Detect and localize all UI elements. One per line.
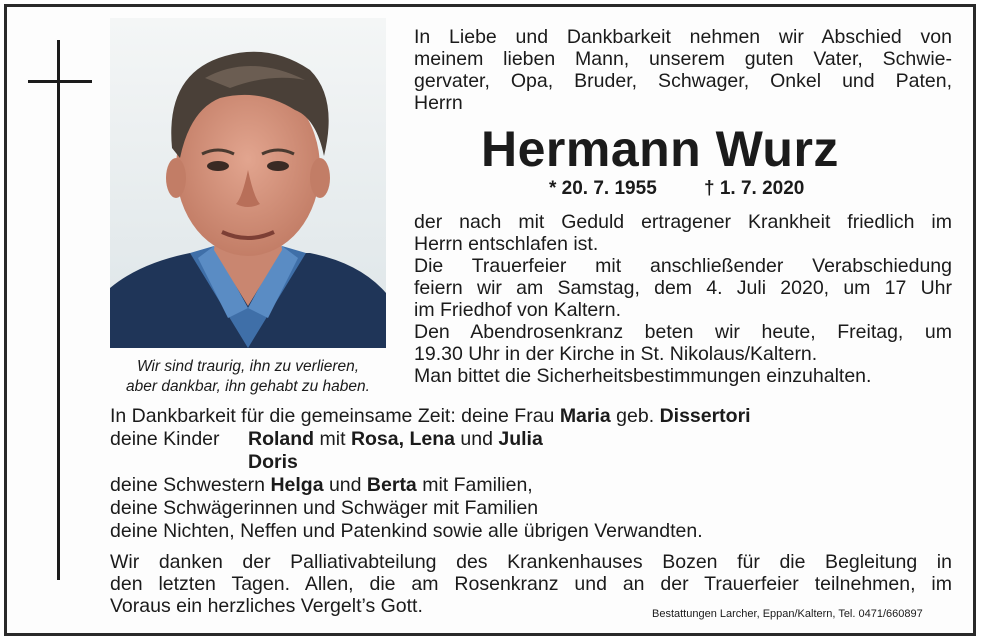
intro-line: meinem lieben Mann, unserem guten Vater, Schwie- (414, 48, 952, 70)
sister-berta: Berta (366, 474, 417, 496)
spouse-intro: In Dankbarkeit für die gemeinsame Zeit: deine Frau (110, 405, 560, 427)
relatives-line: deine Nichten, Neffen und Patenkind sowie alle übrigen Verwandten. (110, 520, 703, 542)
body-line: Die Trauerfeier mit anschließender Verabschiedung (414, 255, 952, 277)
body-line: Herrn entschlafen ist. (414, 233, 599, 255)
photo-caption (103, 357, 393, 397)
body-line: Den Abendrosenkranz beten wir heute, Freitag, um (414, 321, 952, 343)
body-line: feiern wir am Samstag, dem 4. Juli 2020, um 17 Uhr (414, 277, 952, 299)
child-roland: Roland (248, 428, 315, 450)
inlaws-line: deine Schwägerinnen und Schwäger mit Familien (110, 497, 539, 519)
geb-text: geb. (610, 405, 660, 427)
und-text: und (323, 474, 367, 496)
caption-line: aber dankbar, ihn gehabt zu haben. (126, 378, 370, 395)
body-line: Man bittet die Sicherheitsbestimmungen einzuhalten. (414, 365, 872, 387)
birth-date: * 20. 7. 1955 (549, 178, 657, 199)
intro-line: In Liebe und Dankbarkeit nehmen wir Abschied von (414, 26, 952, 48)
body-line: 19.30 Uhr in der Kirche in St. Nikolaus/Kaltern. (414, 343, 818, 365)
child-doris-line (248, 451, 298, 473)
children-label: deine Kinder (110, 428, 220, 450)
sisters-suffix: mit Familien, (416, 474, 533, 496)
grandchild-julia: Julia (498, 428, 543, 450)
grandchildren: Rosa, Lena (350, 428, 455, 450)
und-text: und (454, 428, 499, 450)
cross-icon-horizontal (28, 80, 92, 83)
family-spouse-line (110, 405, 751, 427)
portrait-illustration (110, 18, 386, 348)
intro-text (414, 26, 952, 92)
thanks-line: den letzten Tagen. Allen, die am Rosenkranz und an der Trauerfeier teilnehmen, im (110, 573, 952, 595)
children-line (248, 428, 543, 450)
child-doris: Doris (248, 451, 298, 473)
service-details (414, 211, 952, 387)
sisters-intro: deine Schwestern (110, 474, 271, 496)
maiden-name: Dissertori (659, 405, 751, 427)
intro-line: gervater, Opa, Bruder, Schwager, Onkel und Paten, (414, 70, 952, 92)
funeral-home-credit: Bestattungen Larcher, Eppan/Kaltern, Tel. 0471/660897 (652, 608, 923, 620)
body-line: der nach mit Geduld ertragener Krankheit friedlich im (414, 211, 952, 233)
sisters-line (110, 474, 533, 496)
intro-line-herrn: Herrn (414, 92, 463, 114)
sister-helga: Helga (270, 474, 324, 496)
body-line: im Friedhof von Kaltern. (414, 299, 622, 321)
cross-icon-vertical (57, 40, 60, 580)
wife-name: Maria (559, 405, 611, 427)
caption-line: Wir sind traurig, ihn zu verlieren, (136, 358, 360, 375)
portrait-photo (110, 18, 386, 348)
thanks-line: Wir danken der Palliativabteilung des Krankenhauses Bozen für die Begleitung in (110, 551, 952, 573)
mit-text: mit (314, 428, 351, 450)
deceased-name: Hermann Wurz (481, 121, 839, 177)
thanks-line: Voraus ein herzliches Vergelt’s Gott. (110, 595, 423, 617)
death-date: † 1. 7. 2020 (704, 178, 805, 199)
